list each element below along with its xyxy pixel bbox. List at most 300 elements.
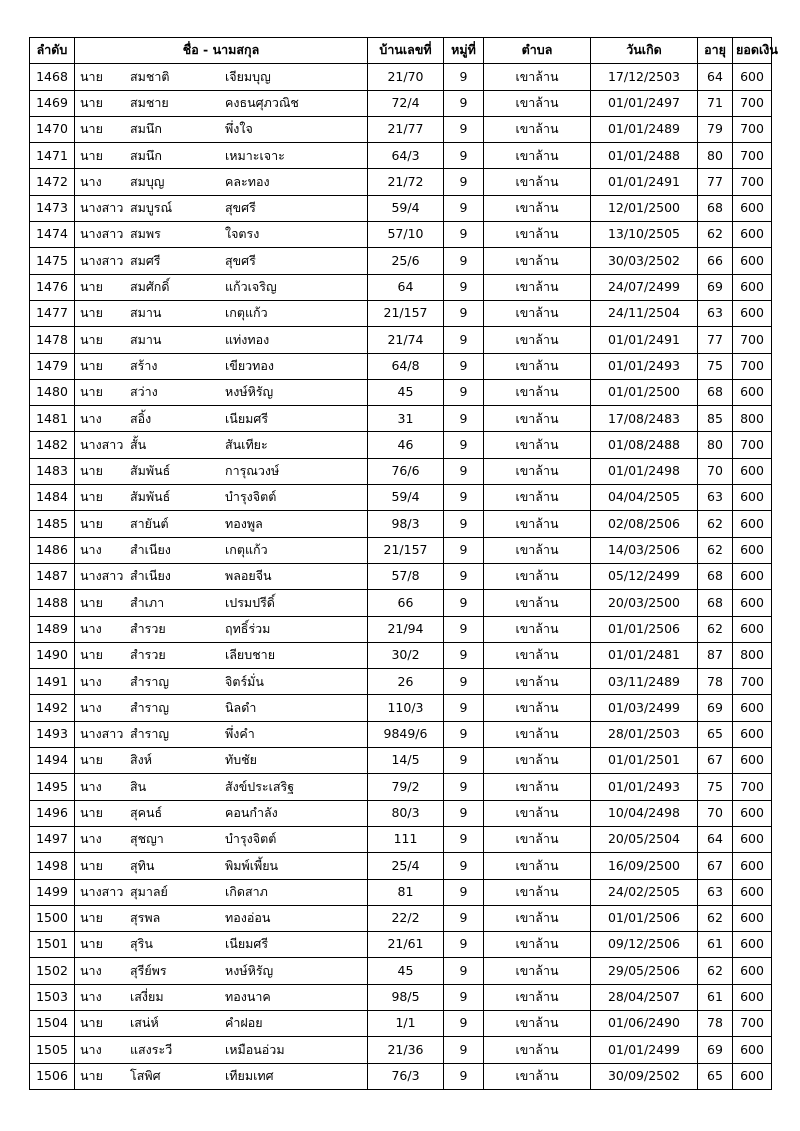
cell-name	[75, 274, 368, 300]
name-group	[78, 801, 364, 826]
cell-tambon: เขาล้าน	[484, 642, 591, 668]
cell-age: 68	[698, 563, 733, 589]
cell-amount: 600	[733, 64, 772, 90]
cell-dob: 01/01/2489	[591, 116, 698, 142]
cell-moo: 9	[444, 695, 484, 721]
last-name: นิลดำ	[225, 699, 257, 715]
name-title: นาย	[80, 936, 103, 952]
name-group	[78, 1064, 364, 1089]
cell-house: 66	[368, 590, 444, 616]
table-row	[30, 1037, 772, 1063]
cell-amount: 600	[733, 616, 772, 642]
cell-moo: 9	[444, 748, 484, 774]
cell-tambon: เขาล้าน	[484, 774, 591, 800]
last-name: คำฝอย	[225, 1015, 263, 1031]
table-row	[30, 64, 772, 90]
first-name: สมนึก	[130, 121, 162, 137]
name-title: นาย	[80, 910, 103, 926]
cell-age: 64	[698, 826, 733, 852]
name-title: นาง	[80, 699, 102, 715]
first-name: สมชาย	[130, 94, 169, 110]
name-group	[78, 827, 364, 852]
cell-tambon: เขาล้าน	[484, 300, 591, 326]
cell-amount: 600	[733, 485, 772, 511]
cell-house: 46	[368, 432, 444, 458]
cell-dob: 12/01/2500	[591, 195, 698, 221]
cell-no: 1505	[30, 1037, 75, 1063]
cell-no: 1488	[30, 590, 75, 616]
cell-name	[75, 222, 368, 248]
last-name: ทองพูล	[225, 515, 263, 531]
cell-dob: 01/01/2493	[591, 774, 698, 800]
cell-age: 68	[698, 379, 733, 405]
cell-no: 1476	[30, 274, 75, 300]
first-name: สุคนธ์	[130, 805, 163, 820]
cell-name	[75, 774, 368, 800]
cell-moo: 9	[444, 248, 484, 274]
cell-dob: 01/01/2506	[591, 616, 698, 642]
name-group	[78, 432, 364, 457]
cell-no: 1493	[30, 721, 75, 747]
last-name: พึ่งใจ	[225, 121, 253, 137]
cell-dob: 01/08/2488	[591, 432, 698, 458]
name-group	[78, 64, 364, 89]
cell-amount: 700	[733, 1010, 772, 1036]
name-group	[78, 143, 364, 168]
cell-age: 65	[698, 721, 733, 747]
cell-amount: 800	[733, 642, 772, 668]
cell-tambon: เขาล้าน	[484, 1063, 591, 1089]
cell-amount: 700	[733, 353, 772, 379]
cell-amount: 700	[733, 169, 772, 195]
name-group	[78, 327, 364, 352]
cell-no: 1480	[30, 379, 75, 405]
cell-dob: 01/01/2488	[591, 143, 698, 169]
last-name: ทองนาค	[225, 989, 271, 1005]
name-group	[78, 643, 364, 668]
name-group	[78, 459, 364, 484]
cell-age: 75	[698, 774, 733, 800]
cell-moo: 9	[444, 616, 484, 642]
table-row	[30, 300, 772, 326]
cell-no: 1484	[30, 485, 75, 511]
cell-moo: 9	[444, 563, 484, 589]
cell-moo: 9	[444, 1037, 484, 1063]
cell-age: 71	[698, 90, 733, 116]
first-name: สอิ้ง	[130, 410, 152, 426]
last-name: บำรุงจิตต์	[225, 489, 277, 505]
cell-age: 62	[698, 958, 733, 984]
cell-amount: 600	[733, 695, 772, 721]
table-row	[30, 511, 772, 537]
name-title: นางสาว	[80, 883, 124, 899]
cell-moo: 9	[444, 826, 484, 852]
name-title: นางสาว	[80, 252, 124, 268]
cell-no: 1504	[30, 1010, 75, 1036]
name-title: นาย	[80, 1015, 103, 1031]
cell-tambon: เขาล้าน	[484, 143, 591, 169]
header-dob: วันเกิด	[591, 38, 698, 64]
cell-age: 62	[698, 905, 733, 931]
cell-amount: 600	[733, 932, 772, 958]
first-name: สำรวย	[130, 620, 166, 636]
table-row	[30, 905, 772, 931]
cell-tambon: เขาล้าน	[484, 406, 591, 432]
cell-moo: 9	[444, 485, 484, 511]
last-name: คงธนศุภวณิช	[225, 94, 299, 110]
table-row	[30, 774, 772, 800]
last-name: เปรมปรีดิ์	[225, 594, 275, 610]
name-title: นาย	[80, 752, 103, 768]
name-group	[78, 275, 364, 300]
cell-dob: 01/01/2497	[591, 90, 698, 116]
cell-age: 77	[698, 327, 733, 353]
cell-dob: 16/09/2500	[591, 853, 698, 879]
name-group	[78, 695, 364, 720]
last-name: เหมาะเจาะ	[225, 147, 285, 163]
cell-amount: 600	[733, 274, 772, 300]
cell-house: 59/4	[368, 485, 444, 511]
table-row	[30, 537, 772, 563]
cell-house: 64/8	[368, 353, 444, 379]
cell-house: 26	[368, 669, 444, 695]
name-title: นาย	[80, 94, 103, 110]
cell-dob: 29/05/2506	[591, 958, 698, 984]
cell-house: 98/5	[368, 984, 444, 1010]
cell-house: 25/6	[368, 248, 444, 274]
cell-dob: 20/05/2504	[591, 826, 698, 852]
cell-house: 21/94	[368, 616, 444, 642]
cell-no: 1499	[30, 879, 75, 905]
cell-dob: 24/02/2505	[591, 879, 698, 905]
cell-no: 1495	[30, 774, 75, 800]
first-name: สมศรี	[130, 252, 161, 268]
table-row	[30, 143, 772, 169]
cell-amount: 600	[733, 222, 772, 248]
cell-amount: 700	[733, 90, 772, 116]
first-name: สัมพันธ์	[130, 489, 171, 505]
name-title: นางสาว	[80, 436, 124, 452]
cell-age: 78	[698, 669, 733, 695]
cell-name	[75, 958, 368, 984]
table-row	[30, 826, 772, 852]
first-name: โสพิศ	[130, 1067, 161, 1083]
first-name: สมพร	[130, 226, 161, 242]
cell-no: 1482	[30, 432, 75, 458]
cell-age: 65	[698, 1063, 733, 1089]
cell-age: 80	[698, 143, 733, 169]
header-moo: หมู่ที่	[444, 38, 484, 64]
cell-name	[75, 590, 368, 616]
cell-amount: 600	[733, 721, 772, 747]
last-name: พึ่งคำ	[225, 726, 255, 742]
first-name: สำราญ	[130, 673, 170, 689]
cell-age: 67	[698, 748, 733, 774]
last-name: แก้วเจริญ	[225, 279, 277, 295]
cell-name	[75, 327, 368, 353]
name-group	[78, 248, 364, 273]
cell-age: 68	[698, 195, 733, 221]
table-row	[30, 274, 772, 300]
last-name: ใจตรง	[225, 226, 260, 242]
first-name: สมบุญ	[130, 173, 165, 189]
name-title: นาย	[80, 489, 103, 505]
last-name: เกตุแก้ว	[225, 542, 268, 558]
cell-no: 1469	[30, 90, 75, 116]
cell-no: 1489	[30, 616, 75, 642]
header-row	[30, 38, 772, 64]
cell-tambon: เขาล้าน	[484, 195, 591, 221]
cell-dob: 05/12/2499	[591, 563, 698, 589]
name-title: นาย	[80, 384, 103, 400]
cell-no: 1494	[30, 748, 75, 774]
cell-dob: 01/01/2506	[591, 905, 698, 931]
cell-tambon: เขาล้าน	[484, 169, 591, 195]
cell-tambon: เขาล้าน	[484, 353, 591, 379]
cell-dob: 17/08/2483	[591, 406, 698, 432]
cell-age: 66	[698, 248, 733, 274]
cell-name	[75, 353, 368, 379]
last-name: เขียวทอง	[225, 357, 275, 373]
first-name: สมชาติ	[130, 68, 170, 84]
cell-moo: 9	[444, 669, 484, 695]
header-no: ลำดับ	[30, 38, 75, 64]
first-name: สุทิน	[130, 857, 155, 873]
cell-amount: 600	[733, 748, 772, 774]
cell-moo: 9	[444, 379, 484, 405]
last-name: คอนกำลัง	[225, 805, 278, 820]
header-tambon: ตำบล	[484, 38, 591, 64]
name-group	[78, 564, 364, 589]
name-group	[78, 906, 364, 931]
cell-name	[75, 511, 368, 537]
cell-tambon: เขาล้าน	[484, 958, 591, 984]
cell-moo: 9	[444, 195, 484, 221]
cell-age: 87	[698, 642, 733, 668]
table-header	[30, 38, 778, 64]
first-name: สุชญา	[130, 831, 164, 847]
cell-amount: 600	[733, 248, 772, 274]
cell-dob: 01/01/2493	[591, 353, 698, 379]
name-title: นาย	[80, 305, 103, 321]
cell-name	[75, 563, 368, 589]
name-title: นาย	[80, 121, 103, 137]
first-name: สิงห์	[130, 752, 152, 768]
cell-tambon: เขาล้าน	[484, 485, 591, 511]
cell-dob: 04/04/2505	[591, 485, 698, 511]
cell-amount: 700	[733, 432, 772, 458]
first-name: สมนึก	[130, 147, 162, 163]
cell-amount: 600	[733, 984, 772, 1010]
cell-dob: 30/03/2502	[591, 248, 698, 274]
first-name: สายันต์	[130, 515, 169, 531]
first-name: สว่าง	[130, 384, 158, 400]
table-row	[30, 90, 772, 116]
cell-age: 77	[698, 169, 733, 195]
last-name: เกิดสาภ	[225, 883, 268, 899]
first-name: สุริน	[130, 936, 153, 952]
cell-dob: 01/01/2481	[591, 642, 698, 668]
table-row	[30, 695, 772, 721]
cell-house: 57/8	[368, 563, 444, 589]
cell-house: 76/6	[368, 458, 444, 484]
cell-name	[75, 485, 368, 511]
name-group	[78, 722, 364, 747]
cell-moo: 9	[444, 932, 484, 958]
cell-moo: 9	[444, 853, 484, 879]
cell-amount: 600	[733, 458, 772, 484]
name-title: นาง	[80, 410, 102, 426]
name-group	[78, 169, 364, 194]
cell-dob: 20/03/2500	[591, 590, 698, 616]
cell-no: 1472	[30, 169, 75, 195]
cell-amount: 600	[733, 826, 772, 852]
first-name: สำเนียง	[130, 542, 171, 558]
table-row	[30, 563, 772, 589]
cell-moo: 9	[444, 879, 484, 905]
table-row	[30, 1010, 772, 1036]
last-name: เหมือนอ่วม	[225, 1041, 285, 1057]
last-name: บำรุงจิตต์	[225, 831, 277, 847]
cell-amount: 600	[733, 537, 772, 563]
cell-amount: 700	[733, 669, 772, 695]
cell-dob: 24/11/2504	[591, 300, 698, 326]
cell-no: 1496	[30, 800, 75, 826]
name-title: นาย	[80, 331, 103, 347]
cell-moo: 9	[444, 642, 484, 668]
cell-name	[75, 432, 368, 458]
table-row	[30, 853, 772, 879]
last-name: เนียมศรี	[225, 410, 269, 426]
table-body	[30, 64, 772, 1090]
cell-dob: 01/01/2499	[591, 1037, 698, 1063]
cell-name	[75, 642, 368, 668]
cell-no: 1468	[30, 64, 75, 90]
cell-tambon: เขาล้าน	[484, 537, 591, 563]
cell-no: 1483	[30, 458, 75, 484]
cell-amount: 600	[733, 853, 772, 879]
name-group	[78, 853, 364, 878]
table-row	[30, 379, 772, 405]
cell-amount: 800	[733, 406, 772, 432]
name-title: นาย	[80, 279, 103, 295]
cell-age: 69	[698, 1037, 733, 1063]
cell-name	[75, 379, 368, 405]
first-name: เสน่ห์	[130, 1015, 159, 1031]
cell-tambon: เขาล้าน	[484, 590, 591, 616]
cell-no: 1491	[30, 669, 75, 695]
name-title: นาย	[80, 463, 103, 479]
cell-name	[75, 406, 368, 432]
cell-no: 1490	[30, 642, 75, 668]
first-name: สร้าง	[130, 357, 158, 373]
cell-moo: 9	[444, 406, 484, 432]
name-group	[78, 406, 364, 431]
header-age: อายุ	[698, 38, 733, 64]
cell-name	[75, 195, 368, 221]
cell-age: 63	[698, 300, 733, 326]
name-title: นาย	[80, 647, 103, 663]
cell-moo: 9	[444, 905, 484, 931]
cell-name	[75, 90, 368, 116]
cell-no: 1475	[30, 248, 75, 274]
name-group	[78, 511, 364, 536]
last-name: ทับชัย	[225, 752, 257, 768]
cell-amount: 600	[733, 195, 772, 221]
name-group	[78, 958, 364, 983]
name-title: นาย	[80, 68, 103, 84]
first-name: สมบูรณ์	[130, 200, 173, 216]
cell-amount: 700	[733, 143, 772, 169]
cell-moo: 9	[444, 327, 484, 353]
first-name: สำเภา	[130, 594, 165, 610]
cell-no: 1474	[30, 222, 75, 248]
cell-age: 61	[698, 932, 733, 958]
name-title: นาง	[80, 962, 102, 978]
last-name: สันเทียะ	[225, 436, 268, 452]
name-group	[78, 380, 364, 405]
last-name: คละทอง	[225, 173, 270, 189]
cell-dob: 30/09/2502	[591, 1063, 698, 1089]
name-title: นาง	[80, 173, 102, 189]
cell-dob: 28/04/2507	[591, 984, 698, 1010]
table-row	[30, 616, 772, 642]
table-row	[30, 958, 772, 984]
cell-dob: 17/12/2503	[591, 64, 698, 90]
first-name: สั้น	[130, 436, 147, 452]
cell-moo: 9	[444, 958, 484, 984]
cell-house: 14/5	[368, 748, 444, 774]
cell-tambon: เขาล้าน	[484, 222, 591, 248]
name-group	[78, 196, 364, 221]
table-row	[30, 327, 772, 353]
name-group	[78, 669, 364, 694]
cell-moo: 9	[444, 353, 484, 379]
cell-amount: 600	[733, 379, 772, 405]
cell-name	[75, 458, 368, 484]
name-group	[78, 985, 364, 1010]
table-row	[30, 642, 772, 668]
name-title: นาง	[80, 989, 102, 1005]
name-title: นาย	[80, 1067, 103, 1083]
name-title: นางสาว	[80, 726, 124, 742]
cell-name	[75, 116, 368, 142]
first-name: แสงระวี	[130, 1041, 173, 1057]
cell-tambon: เขาล้าน	[484, 695, 591, 721]
cell-name	[75, 537, 368, 563]
cell-moo: 9	[444, 511, 484, 537]
name-group	[78, 538, 364, 563]
cell-moo: 9	[444, 169, 484, 195]
name-title: นาง	[80, 831, 102, 847]
cell-house: 31	[368, 406, 444, 432]
last-name: เนียมศรี	[225, 936, 269, 952]
table-row	[30, 195, 772, 221]
cell-no: 1500	[30, 905, 75, 931]
cell-dob: 03/11/2489	[591, 669, 698, 695]
name-group	[78, 590, 364, 615]
name-group	[78, 1037, 364, 1062]
last-name: สุขศรี	[225, 252, 256, 268]
cell-age: 70	[698, 800, 733, 826]
cell-no: 1479	[30, 353, 75, 379]
cell-dob: 09/12/2506	[591, 932, 698, 958]
cell-house: 9849/6	[368, 721, 444, 747]
header-house: บ้านเลขที่	[368, 38, 444, 64]
cell-dob: 01/06/2490	[591, 1010, 698, 1036]
cell-dob: 10/04/2498	[591, 800, 698, 826]
cell-dob: 01/01/2500	[591, 379, 698, 405]
